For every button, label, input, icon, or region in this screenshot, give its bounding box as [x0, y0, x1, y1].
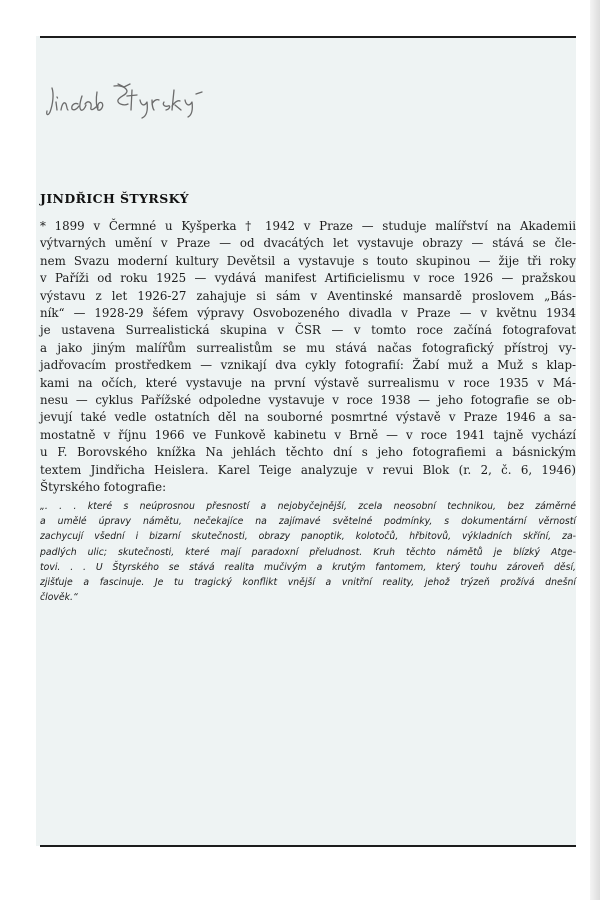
- biography-line: mostatně v říjnu 1966 ve Funkově kabinetu v Brně — v roce 1941 tajně vychází: [40, 427, 576, 442]
- biography-line: je ustavena Surrealistická skupina v ČSR — v tomto roce začíná fotografovat: [40, 323, 576, 338]
- quote-line: zjišťuje a fascinuje. Je tu tragický konflikt vnější a vnitřní reality, jehož trýzeň prožívá dnešní: [40, 577, 576, 589]
- quote-line: a umělé úpravy námětu, nečekajíce na zajímavé světelné podmínky, s dokumentární věrností: [40, 516, 576, 528]
- biography-line: u F. Borovského knížka Na jehlách těchto dní s jeho fotografiemi a básnickým: [40, 445, 576, 460]
- quote-line: zachycují všední i bizarní skutečnosti, obrazy panoptik, kolotočů, hřbitovů, výkladních skříní, za-: [40, 531, 576, 543]
- biography-line: Štyrského fotografie:: [40, 480, 167, 495]
- biography-line: textem Jindřicha Heislera. Karel Teige analyzuje v revui Blok (r. 2, č. 6, 1946): [40, 462, 576, 477]
- biography-line: * 1899 v Čermné u Kyšperka † 1942 v Praze — studuje malířství na Akademii: [40, 219, 576, 233]
- biography-line: výtvarných umění v Praze — od dvacátých let vystavuje obrazy — stává se čle-: [40, 236, 576, 251]
- biography-line: výstavu z let 1926-27 zahajuje si sám v Aventinské mansardě proslovem „Bás-: [40, 288, 576, 303]
- biography-line: jadřovacím prostředkem — vznikají dva cykly fotografií: Žabí muž a Muž s klap-: [40, 358, 576, 373]
- quote-line: člověk.“: [40, 592, 78, 604]
- teige-quotation: [40, 499, 576, 605]
- biography-line: a jako jiným malířům surrealistům se mu stává načas fotografický přístroj vy-: [40, 340, 576, 355]
- quote-line: padlých ulic; skutečnosti, které mají paradoxní přeludnost. Kruh těchto námětů je blízký Atge-: [40, 546, 576, 558]
- biography-line: v Paříži od roku 1925 — vydává manifest Artificielismu v roce 1926 — pražskou: [40, 271, 576, 286]
- signature-drawing: [44, 80, 244, 120]
- biography-line: nem Svazu moderní kultury Devětsil a vystavuje s touto skupinou — žije tři roky: [40, 253, 576, 268]
- page-title: JINDŘICH ŠTYRSKÝ: [40, 191, 189, 206]
- biography-line: jevují také vedle ostatních děl na souborné posmrtné výstavě v Praze 1946 a sa-: [40, 410, 576, 425]
- top-rule: [40, 36, 576, 38]
- bottom-rule: [40, 845, 576, 847]
- page-edge: [590, 0, 600, 900]
- biography-line: nesu — cyklus Pařížské odpoledne vystavuje v roce 1938 — jeho fotografie se ob-: [40, 393, 576, 408]
- biography-text: [40, 218, 576, 497]
- biography-line: ník“ — 1928-29 šéfem výpravy Osvobozeného divadla v Praze — v květnu 1934: [40, 306, 576, 321]
- handwritten-signature: [44, 80, 244, 120]
- biography-line: kami na očích, které vystavuje na první výstavě surrealismu v roce 1935 v Má-: [40, 375, 576, 390]
- quote-line: „. . . které s neúprosnou přesností a nejobyčejnější, zcela neosobní technikou, bez záměrné: [40, 501, 576, 512]
- quote-line: tovi. . . U Štyrského se stává realita mučivým a krutým fantomem, který touhu zároveň děsí,: [40, 561, 576, 573]
